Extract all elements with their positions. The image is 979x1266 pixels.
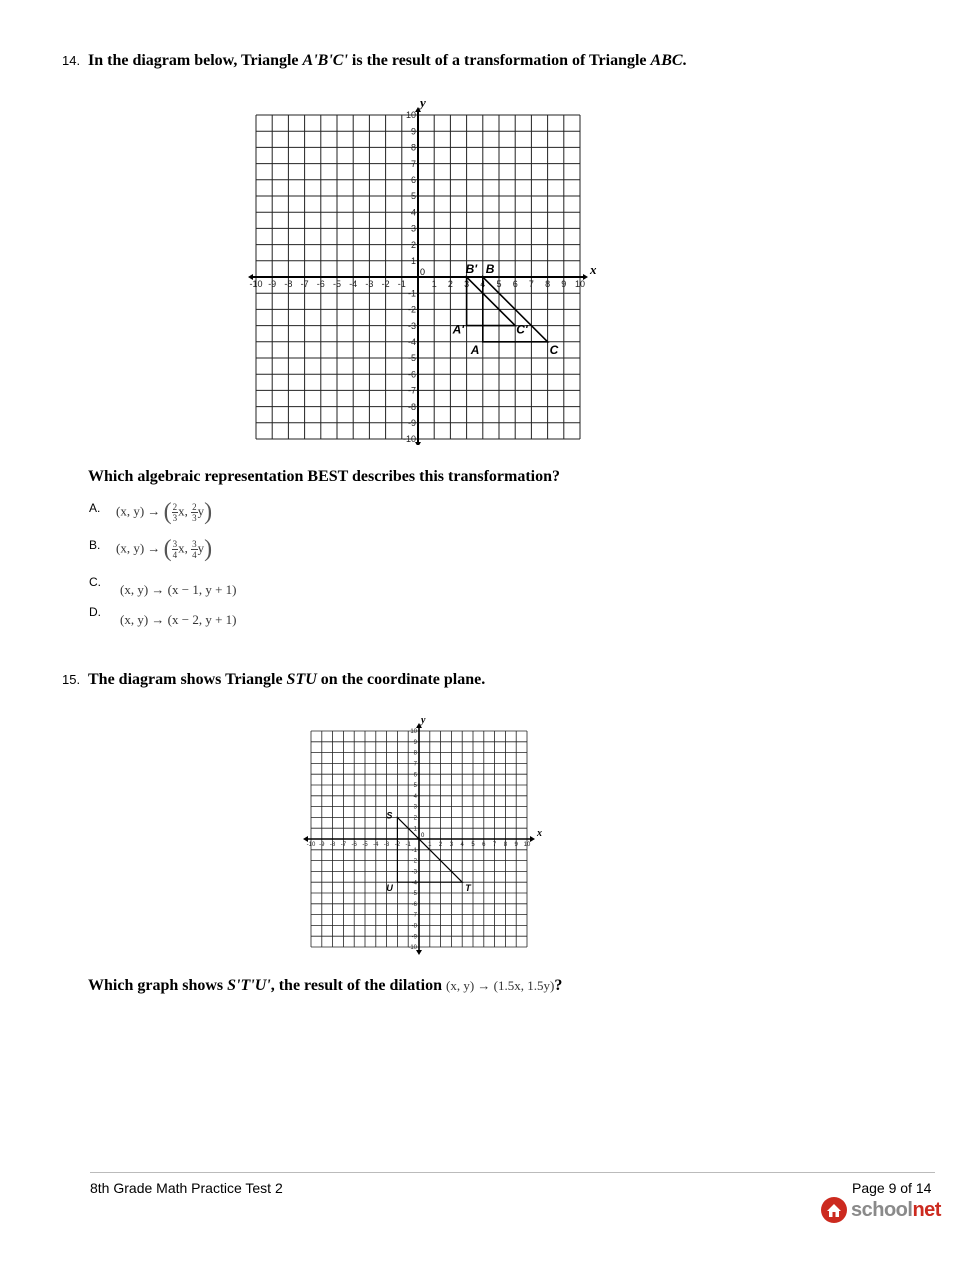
x-tick-label: 10 (523, 842, 531, 848)
q15-question-mid: , the result of the dilation (270, 977, 446, 994)
y-tick-label: -9 (407, 417, 416, 428)
q14-prompt-pre: In the diagram below, Triangle (88, 52, 303, 69)
y-tick-label: -3 (411, 869, 417, 876)
option-a-arrow: → (147, 503, 161, 519)
x-tick-label: -7 (300, 279, 309, 289)
option-b-var1: x, (178, 540, 188, 556)
y-tick-label: -2 (407, 304, 416, 315)
label-u: U (386, 883, 393, 894)
y-tick-label: -5 (407, 353, 416, 364)
y-tick-label: -3 (407, 320, 416, 331)
q15-question-end: ? (554, 977, 563, 994)
y-tick-label: -5 (411, 891, 417, 898)
option-a-lhs: (x, y) (116, 503, 145, 519)
y-tick-label: 9 (410, 126, 416, 137)
y-tick-label: 7 (410, 158, 416, 169)
label-a: A (470, 342, 480, 357)
y-tick-label: -4 (407, 336, 416, 347)
label-t: T (465, 883, 471, 894)
x-tick-label: -4 (373, 842, 379, 848)
x-tick-label: -9 (268, 279, 277, 289)
question-14-question: Which algebraic representation BEST describes this transformation? (88, 468, 560, 485)
y-tick-label: 1 (410, 255, 416, 266)
q15-question-pre: Which graph shows (88, 977, 228, 994)
option-b-arrow: → (147, 540, 161, 556)
x-tick-label: -2 (394, 842, 401, 848)
x-axis-arrow-right (530, 836, 535, 842)
y-tick-label: -6 (411, 901, 417, 908)
x-tick-label: -1 (405, 842, 411, 848)
x-tick-label: -5 (362, 842, 368, 848)
x-tick-label: 5 (496, 279, 502, 289)
q15-dilation-expression: (x, y) → (1.5x, 1.5y) (445, 978, 555, 993)
x-tick-label: 7 (528, 279, 534, 289)
footer-test-title: 8th Grade Math Practice Test 2 (90, 1180, 283, 1196)
x-tick-label: -5 (332, 279, 342, 289)
x-tick-label: -6 (316, 279, 325, 289)
q15-prompt-end: on the coordinate plane. (316, 671, 486, 688)
footer-divider (90, 1172, 935, 1173)
x-tick-label: 10 (574, 279, 586, 289)
x-axis-label: x (537, 828, 542, 839)
y-tick-label: 3 (410, 223, 416, 234)
x-tick-label: 1 (431, 279, 437, 289)
x-tick-label: 7 (492, 842, 497, 848)
house-icon (820, 1196, 848, 1224)
x-tick-label: 3 (449, 842, 454, 848)
x-tick-label: -6 (351, 842, 357, 848)
option-b-var2: y (197, 540, 205, 556)
option-d-expression[interactable]: (x, y) → (x − 2, y + 1) (120, 612, 237, 627)
y-tick-label: 4 (413, 793, 417, 800)
y-tick-label: 10 (410, 729, 417, 736)
y-tick-label: -7 (407, 385, 416, 396)
option-c-letter[interactable]: C. (89, 575, 101, 589)
origin-label: 0 (421, 833, 425, 839)
q14-prompt-mid: is the result of a transformation of Triangle (347, 52, 651, 69)
x-tick-label: 8 (545, 279, 551, 289)
y-tick-label: 2 (413, 815, 417, 822)
question-14-number: 14. (62, 53, 81, 68)
x-tick-label: 6 (482, 842, 486, 848)
y-tick-label: -2 (411, 858, 417, 865)
x-tick-label: -10 (249, 279, 263, 289)
footer-page-number: Page 9 of 14 (852, 1180, 932, 1196)
q14-triangle-original: ABC (650, 52, 683, 69)
y-tick-label: 8 (410, 142, 416, 153)
y-tick-label: -9 (411, 934, 417, 941)
y-tick-label: 6 (410, 174, 416, 185)
y-tick-label: -10 (408, 945, 417, 952)
x-tick-label: -7 (340, 842, 347, 848)
y-tick-label: 10 (405, 110, 416, 121)
x-tick-label: 3 (464, 279, 470, 289)
q14-prompt-end: . (682, 52, 687, 69)
x-tick-label: -9 (319, 842, 325, 848)
question-15-number: 15. (62, 672, 81, 687)
question-15-prompt (88, 671, 485, 689)
y-tick-label: 5 (413, 783, 417, 790)
logo-wordmark: schoolnet (851, 1198, 941, 1221)
x-tick-label: 5 (471, 842, 475, 848)
option-a-paren-close: ) (204, 499, 213, 525)
schoolnet-logo (820, 1196, 941, 1224)
option-b-paren-close: ) (204, 536, 213, 562)
question-14-prompt (88, 52, 687, 70)
y-tick-label: -6 (407, 369, 416, 380)
option-a-letter[interactable]: A. (89, 501, 101, 515)
y-tick-label: 5 (410, 191, 416, 202)
x-tick-label: 4 (460, 842, 464, 848)
y-tick-label: 6 (413, 772, 417, 779)
option-b-letter[interactable]: B. (89, 538, 101, 552)
y-tick-label: -8 (411, 923, 417, 930)
x-tick-label: 2 (438, 842, 443, 848)
y-tick-label: 9 (413, 739, 417, 746)
q14-triangle-image: A'B'C' (302, 52, 348, 69)
y-tick-label: -7 (411, 912, 417, 919)
question-15-question (88, 977, 562, 995)
option-a-fraction-1: $\frac{2}{3}$ (172, 502, 178, 523)
x-tick-label: -8 (329, 842, 336, 848)
x-tick-label: -4 (349, 279, 358, 289)
label-c: C (549, 342, 559, 357)
x-tick-label: 6 (512, 279, 518, 289)
label-s: S (386, 810, 393, 821)
x-tick-label: 4 (480, 279, 486, 289)
option-a-paren-open: ( (163, 499, 172, 525)
y-tick-label: 1 (413, 826, 417, 833)
x-tick-label: 1 (428, 842, 432, 848)
option-b-paren-open: ( (163, 536, 172, 562)
y-tick-label: -4 (411, 880, 417, 887)
x-axis-label: x (590, 262, 597, 277)
x-tick-label: -10 (306, 842, 316, 848)
option-b-fraction-1: $\frac{3}{4}$ (172, 539, 178, 560)
q15-triangle-image: S'T'U' (227, 977, 271, 994)
option-b-lhs: (x, y) (116, 540, 145, 556)
x-tick-label: -1 (397, 279, 406, 289)
option-b-fraction-2: $\frac{3}{4}$ (192, 539, 197, 560)
q15-coordinate-graph (300, 712, 550, 957)
option-a-expression[interactable] (116, 499, 212, 526)
q14-coordinate-graph (240, 95, 600, 445)
label-a-prime: A' (452, 322, 465, 337)
x-tick-label: -8 (284, 279, 293, 289)
q15-triangle-name: STU (286, 671, 317, 688)
x-tick-label: 9 (561, 279, 567, 289)
option-a-var2: y (197, 503, 205, 519)
origin-label: 0 (420, 267, 426, 277)
option-c-expression[interactable]: (x, y) → (x − 1, y + 1) (120, 582, 237, 597)
option-b-expression[interactable] (116, 536, 212, 563)
option-d-letter[interactable]: D. (89, 605, 101, 619)
y-tick-label: -1 (407, 288, 416, 299)
x-tick-label: -2 (381, 279, 390, 289)
x-tick-label: -3 (383, 842, 390, 848)
q15-prompt-pre: The diagram shows Triangle (88, 671, 287, 688)
y-tick-label: -1 (411, 847, 417, 854)
x-tick-label: 8 (503, 842, 508, 848)
x-tick-label: 9 (514, 842, 518, 848)
option-a-fraction-2: $\frac{2}{3}$ (192, 502, 197, 523)
x-tick-label: -3 (365, 279, 374, 289)
y-tick-label: -10 (402, 434, 416, 445)
x-tick-label: 2 (447, 279, 453, 289)
y-tick-label: 3 (413, 804, 417, 811)
y-tick-label: 2 (410, 239, 416, 250)
y-axis-label: y (420, 95, 426, 110)
option-a-var1: x, (178, 503, 188, 519)
y-axis-label: y (421, 715, 426, 726)
y-tick-label: 4 (410, 207, 416, 218)
label-c-prime: C' (516, 322, 528, 337)
label-b-prime: B' (465, 262, 478, 276)
y-tick-label: -8 (407, 401, 416, 412)
y-tick-label: 8 (413, 750, 417, 757)
label-b: B (485, 262, 495, 276)
y-tick-label: 7 (413, 761, 417, 768)
